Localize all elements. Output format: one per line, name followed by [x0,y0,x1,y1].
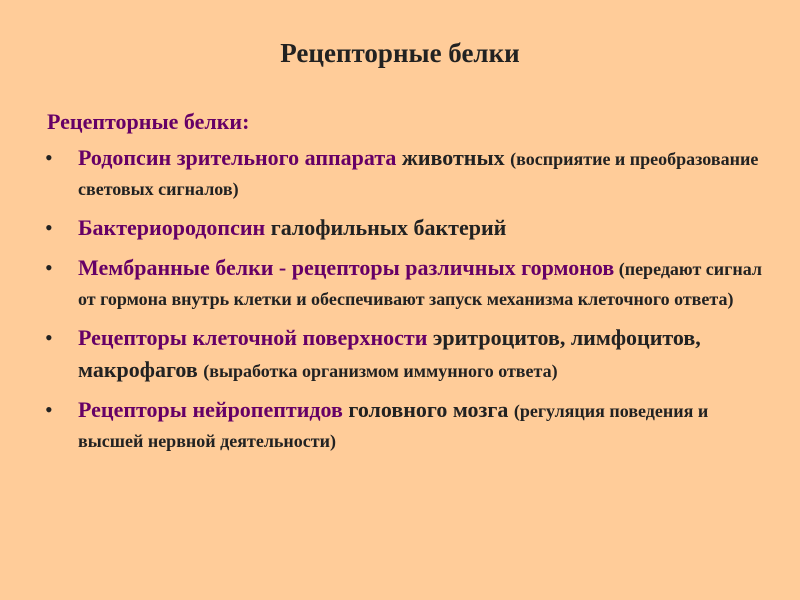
item-segment: Рецепторы нейропептидов [78,397,349,422]
slide-title: Рецепторные белки [280,38,520,68]
item-segment: рецепторы различных гормонов [291,255,615,280]
item-segment: Бактериородопсин [78,215,271,240]
item-segment: Мембранные белки - [78,255,292,280]
slide-subtitle: Рецепторные белки: [47,109,250,134]
bullet-item-neuropeptide-receptors [45,395,765,457]
bullet-item-rhodopsin [45,143,765,205]
bullet-item-membrane-proteins [45,253,765,315]
item-segment: зрительного аппарата [176,145,402,170]
item-segment: Родопсин [78,145,177,170]
item-segment: головного мозга [348,397,514,422]
item-note: (восприятие и преобразование световых сигналов) [78,149,759,199]
bullet-icon: • [45,145,53,170]
item-segment: Рецепторы клеточной поверхности [78,325,433,350]
item-segment: галофильных бактерий [270,215,507,240]
item-note: (регуляция поведения и высшей нервной деятельности) [78,401,709,451]
item-segment: животных [401,145,511,170]
item-note: (выработка организмом иммунного ответа) [203,361,558,381]
bullet-item-cell-surface-receptors [45,323,765,387]
bullet-item-bacteriorhodopsin [45,213,765,245]
item-note: (передают сигнал от гормона внутрь клетки и обеспечивают запуск механизма клеточного ответа) [78,259,762,309]
item-segment: эритроцитов, лимфоцитов, макрофагов [78,325,701,382]
bullet-icon: • [45,397,53,422]
bullet-icon: • [45,255,53,280]
bullet-icon: • [45,325,53,350]
bullet-icon: • [45,215,53,240]
bullet-list [45,143,765,465]
